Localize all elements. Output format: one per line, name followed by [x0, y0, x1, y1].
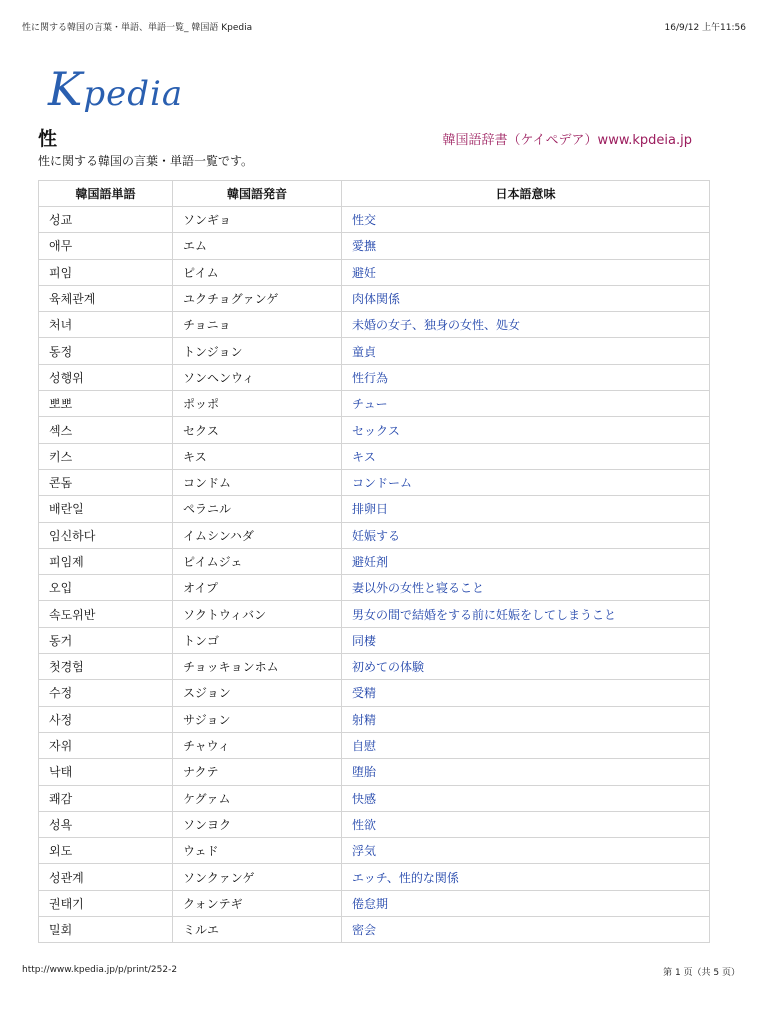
pronunciation-cell: チャウィ [173, 732, 342, 758]
table-row [39, 838, 710, 864]
korean-word-cell: 사정 [39, 706, 173, 732]
korean-word-cell: 오입 [39, 575, 173, 601]
japanese-meaning-cell [342, 706, 710, 732]
japanese-meaning-cell [342, 207, 710, 233]
japanese-meaning-cell [342, 364, 710, 390]
table-row [39, 338, 710, 364]
japanese-meaning-cell [342, 417, 710, 443]
meaning-link[interactable]: キス [352, 449, 376, 464]
print-header-title: 性に関する韓国の言葉・単語、単語一覧_ 韓国語 Kpedia [22, 23, 253, 33]
pronunciation-cell: クォンテギ [173, 890, 342, 916]
korean-word-cell: 피임 [39, 259, 173, 285]
table-row [39, 654, 710, 680]
table-row [39, 917, 710, 943]
pronunciation-cell: ソクトウィバン [173, 601, 342, 627]
meaning-link[interactable]: 肉体関係 [352, 292, 401, 307]
korean-word-cell: 콘돔 [39, 469, 173, 495]
print-footer-url: http://www.kpedia.jp/p/print/252-2 [22, 965, 178, 975]
korean-word-cell: 배란일 [39, 496, 173, 522]
japanese-meaning-cell [342, 601, 710, 627]
meaning-link[interactable]: 初めての体験 [352, 660, 425, 675]
japanese-meaning-cell [342, 785, 710, 811]
meaning-link[interactable]: 避妊 [352, 265, 377, 280]
meaning-link[interactable]: 性交 [352, 213, 377, 228]
table-row [39, 417, 710, 443]
logo-text: pedia [83, 74, 184, 114]
pronunciation-cell: ソンヨク [173, 811, 342, 837]
meaning-link[interactable]: 快感 [352, 791, 377, 806]
table-row [39, 575, 710, 601]
table-row [39, 233, 710, 259]
korean-word-cell: 밀회 [39, 917, 173, 943]
korean-word-cell: 외도 [39, 838, 173, 864]
japanese-meaning-cell [342, 838, 710, 864]
meaning-link[interactable]: 排卵日 [352, 502, 389, 517]
japanese-meaning-cell [342, 732, 710, 758]
japanese-meaning-cell [342, 312, 710, 338]
table-row [39, 469, 710, 495]
vocab-table [38, 180, 710, 943]
korean-word-cell: 동거 [39, 627, 173, 653]
table-row [39, 890, 710, 916]
meaning-link[interactable]: 童貞 [352, 344, 377, 359]
japanese-meaning-cell [342, 496, 710, 522]
korean-word-cell: 동정 [39, 338, 173, 364]
korean-word-cell: 수정 [39, 680, 173, 706]
meaning-link[interactable]: 性欲 [352, 817, 377, 832]
pronunciation-cell: ペラニル [173, 496, 342, 522]
table-row [39, 601, 710, 627]
logo-initial: K [48, 62, 84, 116]
pronunciation-cell: ソンヘンウィ [173, 364, 342, 390]
japanese-meaning-cell [342, 759, 710, 785]
table-row [39, 548, 710, 574]
pronunciation-cell: チョニョ [173, 312, 342, 338]
meaning-link[interactable]: 愛撫 [352, 239, 377, 254]
korean-word-cell: 첫경험 [39, 654, 173, 680]
pronunciation-cell: ユクチョグァンゲ [173, 285, 342, 311]
meaning-link[interactable]: 妻以外の女性と寝ること [352, 581, 485, 596]
japanese-meaning-cell [342, 391, 710, 417]
meaning-link[interactable]: 射精 [352, 712, 377, 727]
pronunciation-cell: トンゴ [173, 627, 342, 653]
meaning-link[interactable]: 妊娠する [352, 528, 401, 543]
table-header-row [39, 181, 710, 207]
korean-word-cell: 섹스 [39, 417, 173, 443]
japanese-meaning-cell [342, 338, 710, 364]
korean-word-cell: 성행위 [39, 364, 173, 390]
pronunciation-cell: イムシンハダ [173, 522, 342, 548]
meaning-link[interactable]: 男女の間で結婚をする前に妊娠をしてしまうこと [352, 607, 617, 622]
meaning-link[interactable]: 受精 [352, 686, 377, 701]
pronunciation-cell: トンジョン [173, 338, 342, 364]
print-footer-page-info: 第 1 页（共 5 页） [663, 968, 740, 978]
site-link[interactable]: 韓国語辞書（ケイペデア）www.kpdeia.jp [442, 133, 692, 148]
table-row [39, 364, 710, 390]
table-row [39, 207, 710, 233]
meaning-link[interactable]: 倦怠期 [352, 896, 389, 911]
meaning-link[interactable]: 密会 [352, 923, 377, 938]
pronunciation-cell: ナクテ [173, 759, 342, 785]
page-title: 性 [38, 128, 58, 150]
japanese-meaning-cell [342, 864, 710, 890]
table-row [39, 627, 710, 653]
pronunciation-cell: セクス [173, 417, 342, 443]
page-subtitle: 性に関する韓国の言葉・単語一覧です。 [38, 154, 254, 168]
korean-word-cell: 성교 [39, 207, 173, 233]
header-japanese-meaning: 日本語意味 [342, 181, 710, 207]
japanese-meaning-cell [342, 890, 710, 916]
table-row [39, 811, 710, 837]
japanese-meaning-cell [342, 548, 710, 574]
table-row [39, 443, 710, 469]
korean-word-cell: 속도위반 [39, 601, 173, 627]
japanese-meaning-cell [342, 259, 710, 285]
pronunciation-cell: コンドム [173, 469, 342, 495]
table-row [39, 496, 710, 522]
meaning-link[interactable]: 避妊剤 [352, 555, 389, 569]
table-row [39, 785, 710, 811]
meaning-link[interactable]: 浮気 [352, 844, 377, 859]
japanese-meaning-cell [342, 654, 710, 680]
table-row [39, 391, 710, 417]
table-row [39, 312, 710, 338]
korean-word-cell: 권태기 [39, 890, 173, 916]
table-row [39, 285, 710, 311]
japanese-meaning-cell [342, 917, 710, 943]
table-row [39, 259, 710, 285]
pronunciation-cell: ソンクァンゲ [173, 864, 342, 890]
print-header-datetime: 16/9/12 上午11:56 [664, 23, 746, 33]
kpedia-logo[interactable] [48, 62, 183, 116]
meaning-link[interactable]: コンドーム [352, 476, 413, 491]
pronunciation-cell: ピイム [173, 259, 342, 285]
pronunciation-cell: チョッキョンホム [173, 654, 342, 680]
meaning-link[interactable]: 自慰 [352, 739, 377, 754]
pronunciation-cell: ポッポ [173, 391, 342, 417]
japanese-meaning-cell [342, 575, 710, 601]
korean-word-cell: 키스 [39, 443, 173, 469]
korean-word-cell: 뽀뽀 [39, 391, 173, 417]
pronunciation-cell: ミルエ [173, 917, 342, 943]
meaning-link[interactable]: エッチ、性的な関係 [352, 870, 459, 885]
table-row [39, 522, 710, 548]
korean-word-cell: 자위 [39, 732, 173, 758]
pronunciation-cell: エム [173, 233, 342, 259]
table-row [39, 759, 710, 785]
korean-word-cell: 성관계 [39, 864, 173, 890]
pronunciation-cell: ケグァム [173, 785, 342, 811]
table-row [39, 706, 710, 732]
pronunciation-cell: ソンギョ [173, 207, 342, 233]
korean-word-cell: 육체관계 [39, 285, 173, 311]
korean-word-cell: 쾌감 [39, 785, 173, 811]
korean-word-cell: 피임제 [39, 548, 173, 574]
meaning-link[interactable]: 性行為 [352, 370, 389, 385]
pronunciation-cell: ウェド [173, 838, 342, 864]
japanese-meaning-cell [342, 811, 710, 837]
pronunciation-cell: キス [173, 443, 342, 469]
pronunciation-cell: サジョン [173, 706, 342, 732]
korean-word-cell: 성욕 [39, 811, 173, 837]
japanese-meaning-cell [342, 469, 710, 495]
table-row [39, 732, 710, 758]
korean-word-cell: 임신하다 [39, 522, 173, 548]
japanese-meaning-cell [342, 233, 710, 259]
meaning-link[interactable]: セックス [352, 423, 400, 438]
korean-word-cell: 처녀 [39, 312, 173, 338]
meaning-link[interactable]: 堕胎 [352, 765, 377, 780]
pronunciation-cell: オイプ [173, 575, 342, 601]
pronunciation-cell: スジョン [173, 680, 342, 706]
meaning-link[interactable]: チュー [352, 397, 388, 412]
japanese-meaning-cell [342, 680, 710, 706]
header-korean-word: 韓国語単語 [39, 181, 173, 207]
meaning-link[interactable]: 未婚の女子、独身の女性、処女 [352, 318, 521, 333]
japanese-meaning-cell [342, 443, 710, 469]
meaning-link[interactable]: 同棲 [352, 633, 377, 648]
table-row [39, 864, 710, 890]
header-pronunciation: 韓国語発音 [173, 181, 342, 207]
japanese-meaning-cell [342, 285, 710, 311]
japanese-meaning-cell [342, 522, 710, 548]
pronunciation-cell: ピイムジェ [173, 548, 342, 574]
korean-word-cell: 애무 [39, 233, 173, 259]
table-row [39, 680, 710, 706]
korean-word-cell: 낙태 [39, 759, 173, 785]
japanese-meaning-cell [342, 627, 710, 653]
